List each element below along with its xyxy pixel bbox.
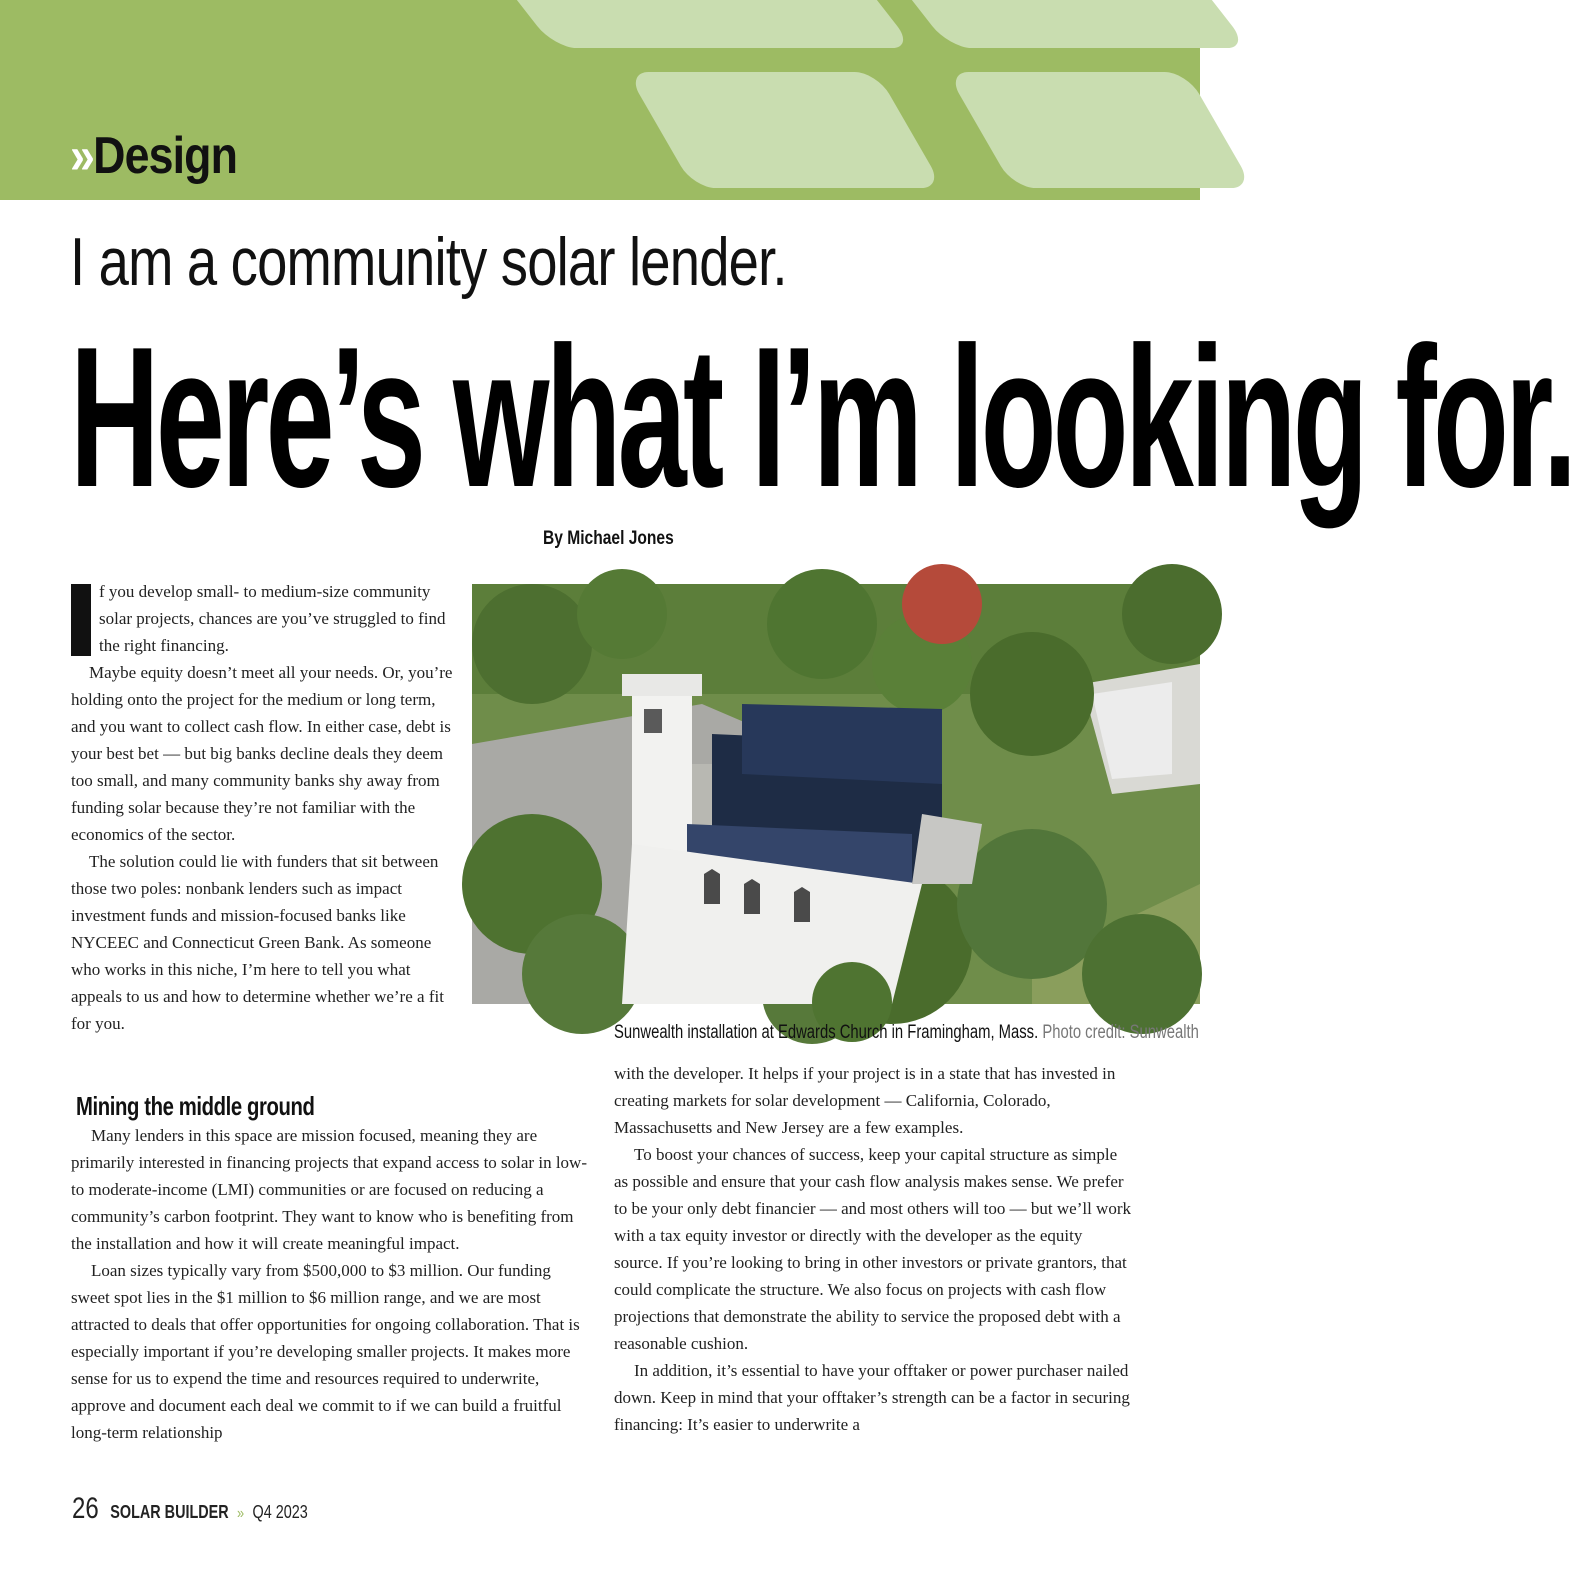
body-paragraph: In addition, it’s essential to have your offtaker or power purchaser nailed down. Keep in mind that your offtaker’s strength can be a factor in securing financing: It’s easier to underwrite a	[614, 1361, 1130, 1434]
issue-label: Q4 2023	[252, 1502, 308, 1522]
intro-column	[71, 578, 456, 1037]
photo-caption-text: Sunwealth installation at Edwards Church in Framingham, Mass.	[614, 1022, 1039, 1043]
banner-panel	[947, 72, 1254, 188]
banner-panel	[627, 72, 944, 188]
chevron-icon: »	[70, 127, 88, 185]
banner-panel	[486, 0, 915, 48]
section-label-text: Design	[93, 127, 238, 185]
section-banner	[0, 0, 1200, 200]
section-heading: Mining the middle ground	[76, 1091, 315, 1121]
byline: By Michael Jones	[543, 528, 674, 549]
photo-credit: Photo credit: Sunwealth	[1042, 1022, 1199, 1043]
section-label	[70, 118, 237, 194]
article-photo	[472, 584, 1200, 1004]
drop-cap	[71, 584, 91, 656]
page-footer	[72, 1492, 308, 1526]
intro-lead-text: f you develop small- to medium-size community solar projects, chances are you’ve struggled to find the right financing.	[99, 582, 446, 655]
footer-separator: »	[237, 1505, 245, 1522]
intro-paragraph: The solution could lie with funders that sit between those two poles: nonbank lenders such as impact investment funds and mission-focused banks like NYCEEC and Connecticut Green Bank. As someone who works in this niche, I’m here to tell you what appeals to us and how to determine whether we’re a fit for you.	[71, 852, 444, 1033]
intro-paragraph: Maybe equity doesn’t meet all your needs. Or, you’re holding onto the project for the medium or long term, and you want to collect cash flow. In either case, debt is your best bet — but big banks decline deals they deem too small, and many community banks shy away from funding solar because they’re not familiar with the economics of the sector.	[71, 663, 453, 844]
article-headline: Here’s what I’m looking for.	[70, 306, 1574, 529]
body-column-left	[71, 1122, 591, 1446]
banner-panel	[881, 0, 1250, 48]
body-paragraph: Loan sizes typically vary from $500,000 to $3 million. Our funding sweet spot lies in the $1 million to $6 million range, and we are most attracted to deals that offer opportunities for ongoing collaboration. That is especially important if you’re developing smaller projects. It makes more sense for us to expend the time and resources required to underwrite, approve and document each deal we commit to if we can build a fruitful long-term relationship	[71, 1261, 580, 1442]
body-paragraph: with the developer. It helps if your project is in a state that has invested in creating markets for solar development — California, Colorado, Massachusetts and New Jersey are a few examples.	[614, 1064, 1116, 1137]
page-number: 26	[72, 1492, 99, 1525]
body-paragraph: To boost your chances of success, keep your capital structure as simple as possible and ensure that your cash flow analysis makes sense. We prefer to be your only debt financier — and most others will too — but we’ll work with a tax equity investor or directly with the developer as the equity source. If you’re looking to bring in other investors or private grantors, that could complicate the structure. We also focus on projects with cash flow projections that demonstrate the ability to service the proposed debt with a reasonable cushion.	[614, 1145, 1131, 1353]
photo-caption	[614, 1021, 1199, 1045]
article-kicker: I am a community solar lender.	[70, 224, 787, 300]
body-paragraph: Many lenders in this space are mission focused, meaning they are primarily interested in financing projects that expand access to solar in low- to moderate-income (LMI) communities or are focused on reducing a community’s carbon footprint. They want to know who is benefiting from the installation and how it will create meaningful impact.	[71, 1126, 587, 1253]
body-column-right	[614, 1060, 1134, 1438]
magazine-name: SOLAR BUILDER	[110, 1502, 229, 1522]
intro-paragraph	[71, 578, 456, 659]
